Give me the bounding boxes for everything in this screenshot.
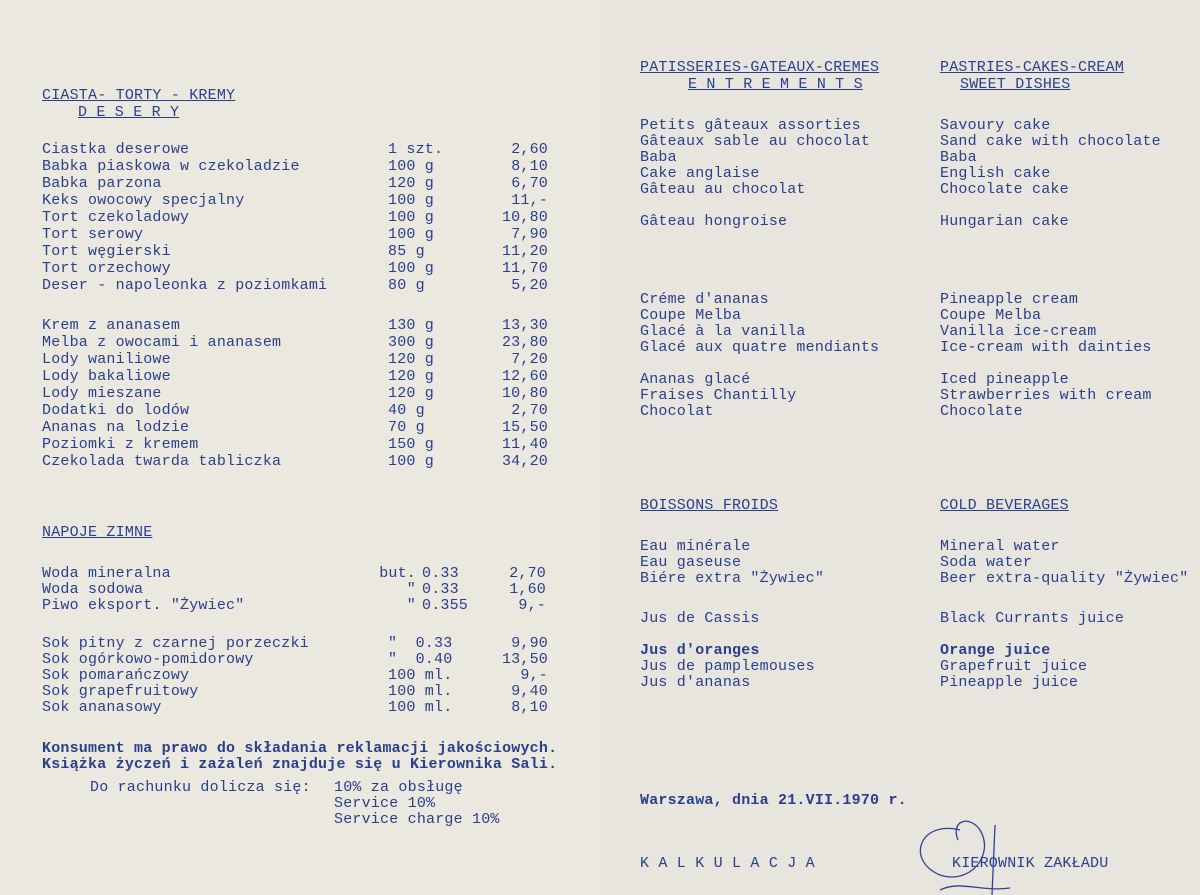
fr-drink-item: Eau gaseuse	[640, 554, 742, 571]
juice-qty: 100 ml.	[388, 667, 453, 684]
fr-cake-item: Petits gâteaux assorties	[640, 117, 861, 134]
dessert-qty: 100 g	[388, 260, 435, 277]
juice-price: 13,50	[501, 651, 548, 668]
dessert-price: 10,80	[501, 209, 548, 226]
complaint-book-notice: Książka życzeń i zażaleń znajduje się u Kierownika Sali.	[42, 756, 558, 773]
dessert-name: Tort orzechowy	[42, 260, 171, 277]
en-cream-item: Vanilla ice-cream	[940, 323, 1097, 340]
cream-name: Lody mieszane	[42, 385, 162, 402]
section-title-desserts: CIASTA- TORTY - KREMY	[42, 87, 236, 104]
drink-price: 2,70	[509, 565, 546, 582]
en-juice-item: Black Currants juice	[940, 610, 1125, 627]
en-cake-item: Savoury cake	[940, 117, 1051, 134]
en-drink-item: Mineral water	[940, 538, 1060, 555]
juice-name: Sok ananasowy	[42, 699, 162, 716]
service-en: Service charge 10%	[334, 811, 500, 828]
en-cream-item: Iced pineapple	[940, 371, 1069, 388]
fr-drink-item: Eau minérale	[640, 538, 751, 555]
en-cake-item: Sand cake with chocolate	[940, 133, 1161, 150]
drink-unit: "	[406, 597, 416, 614]
fr-drink-item: Biére extra "Żywiec"	[640, 570, 825, 587]
dessert-price: 11,70	[501, 260, 548, 277]
fr-cream-item: Coupe Melba	[640, 307, 742, 324]
juice-name: Sok pomarańczowy	[42, 667, 190, 684]
juice-price: 8,10	[511, 699, 548, 716]
drink-price: 1,60	[509, 581, 546, 598]
cream-qty: 120 g	[388, 385, 435, 402]
juice-qty: " 0.33	[388, 635, 453, 652]
dessert-name: Babka parzona	[42, 175, 162, 192]
juice-name: Sok pitny z czarnej porzeczki	[42, 635, 309, 652]
fr-cream-item: Glacé à la vanilla	[640, 323, 806, 340]
calculation-label: K A L K U L A C J A	[640, 855, 815, 872]
fr-juice-item: Jus d'oranges	[640, 642, 760, 659]
cream-name: Lody bakaliowe	[42, 368, 171, 385]
section-title-en-drinks: COLD BEVERAGES	[940, 497, 1069, 514]
dessert-price: 7,90	[511, 226, 548, 243]
drink-qty: 0.33	[422, 565, 459, 582]
section-title-en-pastries: PASTRIES-CAKES-CREAM	[940, 59, 1125, 76]
cream-price: 13,30	[501, 317, 548, 334]
juice-qty: 100 ml.	[388, 683, 453, 700]
drink-name: Piwo eksport. "Żywiec"	[42, 597, 245, 614]
cream-name: Dodatki do lodów	[42, 402, 190, 419]
complaint-notice: Konsument ma prawo do składania reklamacji jakościowych.	[42, 740, 558, 757]
cream-price: 10,80	[501, 385, 548, 402]
dessert-qty: 100 g	[388, 192, 435, 209]
en-juice-item: Orange juice	[940, 642, 1051, 659]
en-cake-item: Chocolate cake	[940, 181, 1069, 198]
cream-qty: 120 g	[388, 351, 435, 368]
cream-qty: 300 g	[388, 334, 435, 351]
fr-cream-item: Fraises Chantilly	[640, 387, 797, 404]
fr-cream-item: Ananas glacé	[640, 371, 751, 388]
fr-cake-item: Gâteau hongroise	[640, 213, 788, 230]
en-juice-item: Pineapple juice	[940, 674, 1079, 691]
cream-name: Lody waniliowe	[42, 351, 171, 368]
cream-price: 11,40	[501, 436, 548, 453]
dessert-name: Ciastka deserowe	[42, 141, 190, 158]
juice-price: 9,90	[511, 635, 548, 652]
en-cake-item: Hungarian cake	[940, 213, 1069, 230]
drink-qty: 0.355	[422, 597, 469, 614]
en-cream-item: Coupe Melba	[940, 307, 1042, 324]
cream-qty: 150 g	[388, 436, 435, 453]
section-subtitle-fr: E N T R E M E N T S	[688, 76, 863, 93]
section-title-fr-drinks: BOISSONS FROIDS	[640, 497, 779, 514]
dessert-name: Deser - napoleonka z poziomkami	[42, 277, 328, 294]
en-drink-item: Beer extra-quality "Żywiec"	[940, 570, 1189, 587]
cream-qty: 70 g	[388, 419, 425, 436]
page-fold	[602, 0, 605, 895]
cream-price: 23,80	[501, 334, 548, 351]
cream-qty: 100 g	[388, 453, 435, 470]
service-pl: 10% za obsługę	[334, 779, 463, 796]
document-date: Warszawa, dnia 21.VII.1970 r.	[640, 792, 907, 809]
en-cream-item: Ice-cream with dainties	[940, 339, 1152, 356]
en-cream-item: Pineapple cream	[940, 291, 1079, 308]
cream-qty: 130 g	[388, 317, 435, 334]
fr-cake-item: Gâteau au chocolat	[640, 181, 806, 198]
en-cream-item: Chocolate	[940, 403, 1023, 420]
juice-qty: " 0.40	[388, 651, 453, 668]
fr-juice-item: Jus d'ananas	[640, 674, 751, 691]
cream-price: 2,70	[511, 402, 548, 419]
fr-cream-item: Créme d'ananas	[640, 291, 769, 308]
dessert-price: 8,10	[511, 158, 548, 175]
dessert-price: 2,60	[511, 141, 548, 158]
drink-name: Woda sodowa	[42, 581, 144, 598]
fr-cream-item: Chocolat	[640, 403, 714, 420]
dessert-name: Babka piaskowa w czekoladzie	[42, 158, 300, 175]
manager-label: KIEROWNIK ZAKŁADU	[952, 855, 1109, 872]
section-subtitle-desserts: D E S E R Y	[78, 104, 180, 121]
cream-name: Poziomki z kremem	[42, 436, 199, 453]
drink-qty: 0.33	[422, 581, 459, 598]
dessert-price: 11,-	[511, 192, 548, 209]
section-title-fr-pastries: PATISSERIES-GATEAUX-CREMES	[640, 59, 880, 76]
drink-name: Woda mineralna	[42, 565, 171, 582]
cream-price: 12,60	[501, 368, 548, 385]
en-cream-item: Strawberries with cream	[940, 387, 1152, 404]
dessert-name: Tort serowy	[42, 226, 144, 243]
en-cake-item: Baba	[940, 149, 977, 166]
dessert-name: Tort węgierski	[42, 243, 171, 260]
cream-name: Ananas na lodzie	[42, 419, 190, 436]
signature-icon	[900, 800, 1050, 895]
fr-juice-item: Jus de Cassis	[640, 610, 760, 627]
dessert-price: 11,20	[501, 243, 548, 260]
fr-cake-item: Baba	[640, 149, 677, 166]
fr-juice-item: Jus de pamplemouses	[640, 658, 815, 675]
dessert-qty: 100 g	[388, 158, 435, 175]
en-drink-item: Soda water	[940, 554, 1033, 571]
en-juice-item: Grapefruit juice	[940, 658, 1088, 675]
juice-name: Sok grapefruitowy	[42, 683, 199, 700]
dessert-qty: 100 g	[388, 209, 435, 226]
drink-unit: "	[406, 581, 416, 598]
fr-cake-item: Gâteaux sable au chocolat	[640, 133, 871, 150]
dessert-price: 6,70	[511, 175, 548, 192]
cream-name: Krem z ananasem	[42, 317, 181, 334]
service-fr: Service 10%	[334, 795, 436, 812]
juice-price: 9,-	[520, 667, 548, 684]
fr-cream-item: Glacé aux quatre mendiants	[640, 339, 880, 356]
en-cake-item: English cake	[940, 165, 1051, 182]
juice-price: 9,40	[511, 683, 548, 700]
dessert-qty: 80 g	[388, 277, 425, 294]
service-label: Do rachunku dolicza się:	[90, 779, 311, 796]
cream-qty: 120 g	[388, 368, 435, 385]
cream-price: 15,50	[501, 419, 548, 436]
section-title-cold-drinks: NAPOJE ZIMNE	[42, 524, 153, 541]
drink-price: 9,-	[518, 597, 546, 614]
juice-qty: 100 ml.	[388, 699, 453, 716]
cream-price: 7,20	[511, 351, 548, 368]
dessert-qty: 120 g	[388, 175, 435, 192]
cream-qty: 40 g	[388, 402, 425, 419]
dessert-name: Keks owocowy specjalny	[42, 192, 245, 209]
dessert-name: Tort czekoladowy	[42, 209, 190, 226]
cream-name: Melba z owocami i ananasem	[42, 334, 282, 351]
cream-price: 34,20	[501, 453, 548, 470]
drink-unit: but.	[379, 565, 416, 582]
dessert-qty: 85 g	[388, 243, 425, 260]
dessert-qty: 1 szt.	[388, 141, 444, 158]
dessert-qty: 100 g	[388, 226, 435, 243]
fr-cake-item: Cake anglaise	[640, 165, 760, 182]
dessert-price: 5,20	[511, 277, 548, 294]
cream-name: Czekolada twarda tabliczka	[42, 453, 282, 470]
section-subtitle-en: SWEET DISHES	[960, 76, 1071, 93]
juice-name: Sok ogórkowo-pomidorowy	[42, 651, 254, 668]
